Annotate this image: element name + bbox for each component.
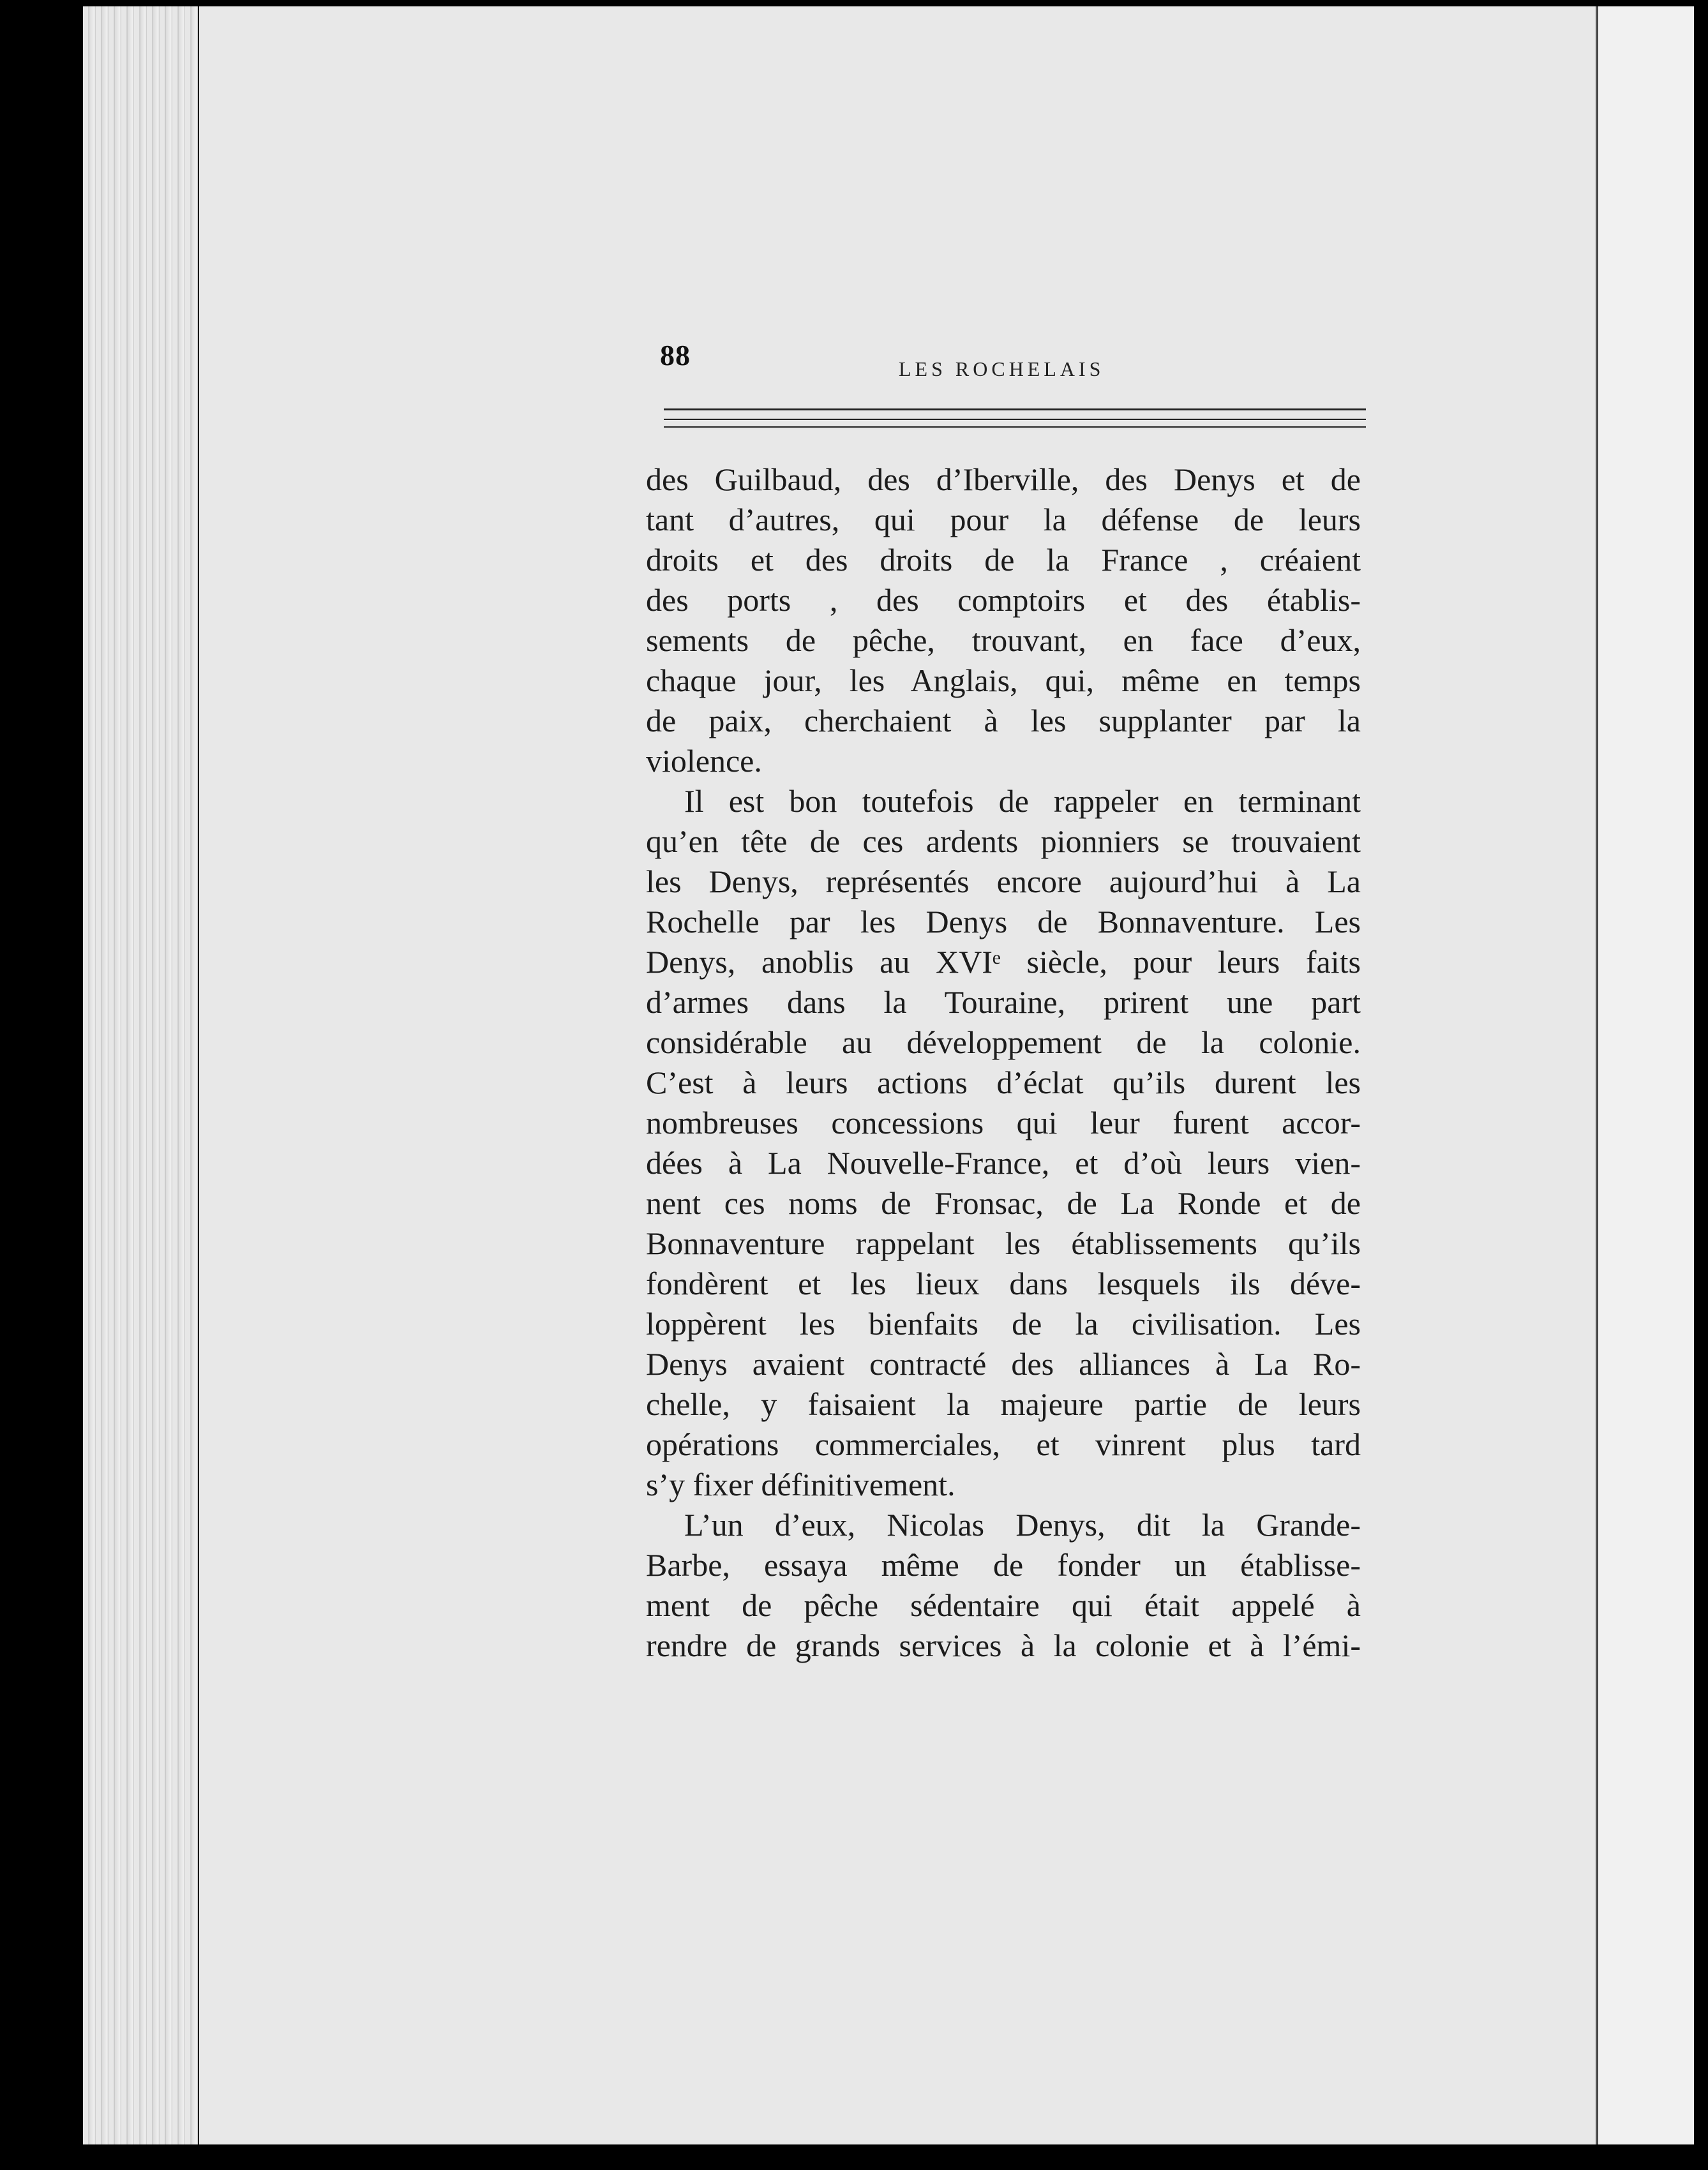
header-rule: [664, 408, 1366, 410]
text-line: dées à La Nouvelle-France, et d’où leurs vien-: [646, 1145, 1361, 1181]
text-line: droits et des droits de la France , créaient: [646, 542, 1361, 578]
facing-page-strip: [1598, 6, 1694, 2144]
text-line: sements de pêche, trouvant, en face d’eux,: [646, 622, 1361, 658]
header-rule: [664, 419, 1366, 420]
text-line: chaque jour, les Anglais, qui, même en temps: [646, 662, 1361, 698]
text-line: Denys avaient contracté des alliances à La Ro-: [646, 1346, 1361, 1382]
text-line: de paix, cherchaient à les supplanter par la: [646, 703, 1361, 738]
header-rule: [664, 426, 1366, 428]
text-line: ment de pêche sédentaire qui était appelé à: [646, 1587, 1361, 1623]
text-line: les Denys, représentés encore aujourd’hui à La: [646, 864, 1361, 899]
text-line: loppèrent les bienfaits de la civilisation. Les: [646, 1306, 1361, 1342]
running-title: LES ROCHELAIS: [899, 357, 1105, 380]
text-line: Barbe, essaya même de fonder un établisse-: [646, 1547, 1361, 1583]
book-page-edges: [83, 6, 198, 2144]
text-line: fondèrent et les lieux dans lesquels ils déve-: [646, 1266, 1361, 1301]
text-line: Denys, anoblis au XVIᵉ siècle, pour leurs faits: [646, 944, 1361, 980]
text-line: s’y fixer définitivement.: [646, 1467, 955, 1502]
text-line: des ports , des comptoirs et des établis-: [646, 582, 1361, 618]
text-line: opérations commerciales, et vinrent plus tard: [646, 1426, 1361, 1462]
text-line: considérable au développement de la colonie.: [646, 1024, 1361, 1060]
text-line: tant d’autres, qui pour la défense de leurs: [646, 502, 1361, 537]
text-line: violence.: [646, 743, 762, 779]
text-line: C’est à leurs actions d’éclat qu’ils durent les: [646, 1065, 1361, 1100]
text-line: d’armes dans la Touraine, prirent une part: [646, 984, 1361, 1020]
page-number: 88: [660, 339, 691, 371]
text-line: rendre de grands services à la colonie et à l’émi-: [646, 1627, 1361, 1663]
text-line: des Guilbaud, des d’Iberville, des Denys et de: [646, 461, 1361, 497]
text-line: nent ces noms de Fronsac, de La Ronde et de: [646, 1185, 1361, 1221]
text-line: L’un d’eux, Nicolas Denys, dit la Grande-: [684, 1507, 1361, 1543]
text-line: qu’en tête de ces ardents pionniers se trouvaient: [646, 823, 1361, 859]
body-text: [646, 460, 1361, 1666]
text-line: nombreuses concessions qui leur furent accor-: [646, 1105, 1361, 1141]
text-line: Rochelle par les Denys de Bonnaventure. Les: [646, 904, 1361, 939]
text-line: chelle, y faisaient la majeure partie de leurs: [646, 1386, 1361, 1422]
text-line: Il est bon toutefois de rappeler en terminant: [684, 783, 1361, 819]
text-line: Bonnaventure rappelant les établissements qu’ils: [646, 1225, 1361, 1261]
